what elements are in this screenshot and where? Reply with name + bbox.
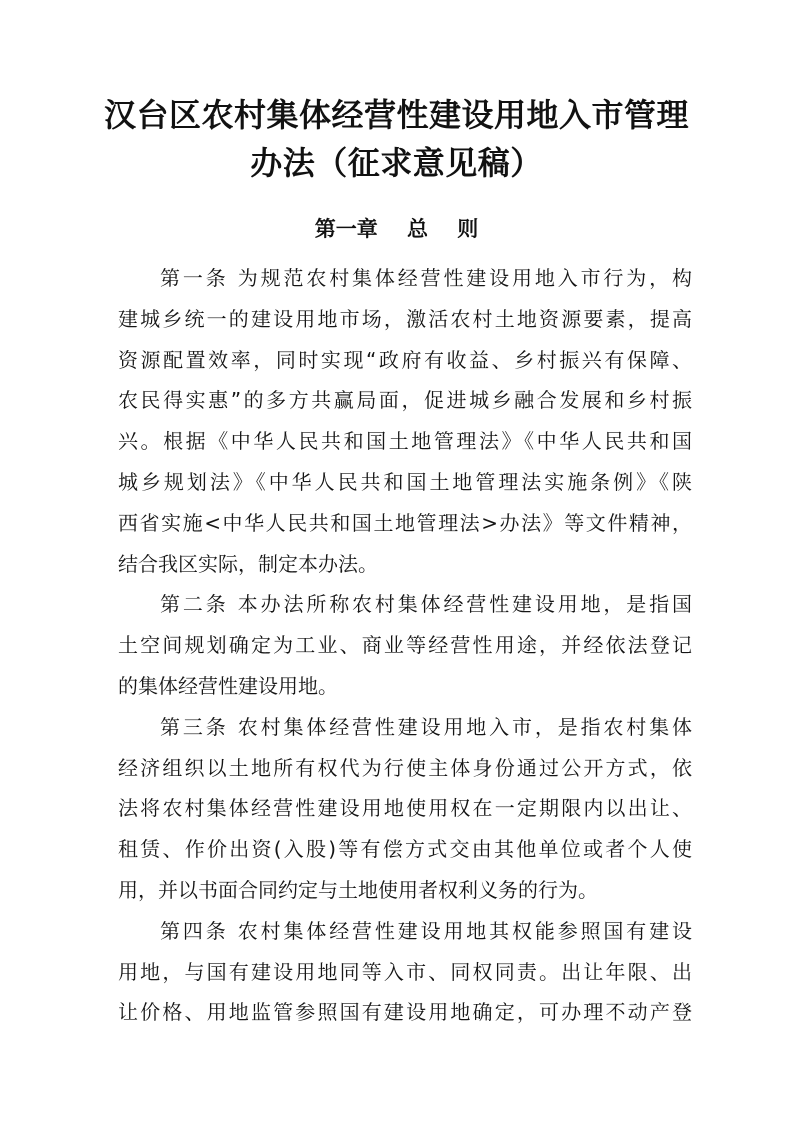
text-line: 第二条 本办法所称农村集体经营性建设用地，是指国 — [160, 592, 692, 617]
text-line: 兴。根据《中华人民共和国土地管理法》《中华人民共和国 — [118, 429, 692, 454]
text-line: 建城乡统一的建设用地市场，激活农村土地资源要素，提高 — [118, 306, 692, 331]
chapter-heading: 第一章 总 则 — [314, 217, 479, 241]
article-3 — [118, 707, 692, 911]
text-line: 用，并以书面合同约定与土地使用者权利义务的行为。 — [118, 877, 598, 902]
text-line: 让价格、用地监管参照国有建设用地确定，可办理不动产登 — [118, 1000, 692, 1025]
text-line: 农民得实惠”的多方共赢局面，促进城乡融合发展和乡村振 — [118, 388, 692, 413]
text-line: 土空间规划确定为工业、商业等经营性用途，并经依法登记 — [118, 633, 692, 658]
text-line: 第四条 农村集体经营性建设用地其权能参照国有建设 — [160, 918, 692, 943]
document-title-line-1: 汉台区农村集体经营性建设用地入市管理 — [103, 96, 689, 134]
article-4 — [118, 911, 692, 1033]
text-line: 用地，与国有建设用地同等入市、同权同责。出让年限、出 — [118, 959, 692, 984]
text-line: 资源配置效率，同时实现“政府有收益、乡村振兴有保障、 — [118, 347, 692, 372]
article-2 — [118, 584, 692, 706]
text-line: 结合我区实际，制定本办法。 — [118, 551, 378, 576]
article-1 — [118, 258, 692, 584]
text-line: 城乡规划法》《中华人民共和国土地管理法实施条例》《陕 — [118, 469, 692, 494]
document-title-line-2: 办法（征求意见稿） — [250, 144, 543, 182]
text-line: 第一条 为规范农村集体经营性建设用地入市行为，构 — [160, 266, 692, 290]
text-line: 法将农村集体经营性建设用地使用权在一定期限内以出让、 — [118, 796, 692, 821]
document-body — [118, 258, 692, 1033]
text-line: 第三条 农村集体经营性建设用地入市，是指农村集体 — [160, 714, 692, 739]
text-line: 租赁、作价出资(入股)等有偿方式交由其他单位或者个人使 — [118, 837, 692, 862]
text-line: 的集体经营性建设用地。 — [118, 673, 338, 698]
text-line: 经济组织以土地所有权代为行使主体身份通过公开方式，依 — [118, 755, 692, 780]
text-line: 西省实施<中华人民共和国土地管理法>办法》等文件精神， — [118, 510, 692, 535]
